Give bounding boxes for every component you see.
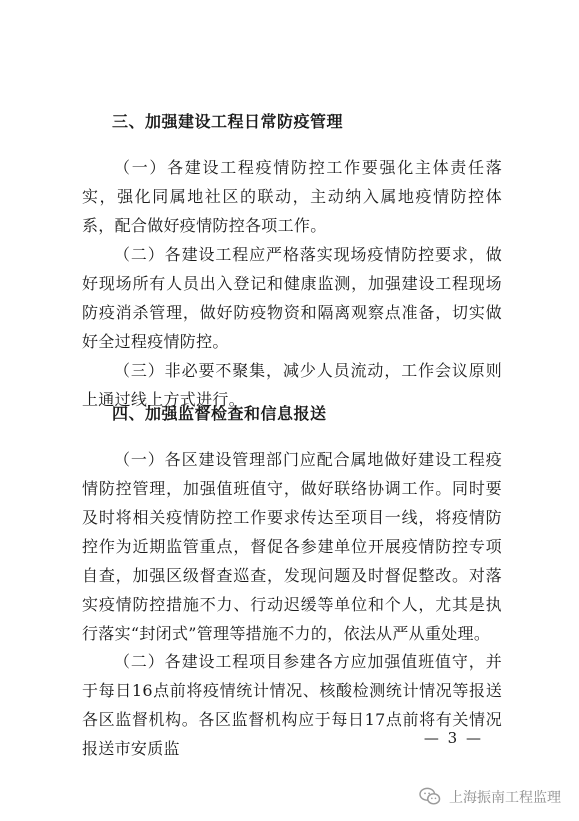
section-4-heading: 四、加强监督检查和信息报送	[112, 404, 327, 423]
section-4-paragraph-2: （二）各建设工程项目参建各方应加强值班值守，并于每日16点前将疫情统计情况、核酸检测统计情况等报送各区监督机构。各区监督机构应于每日17点前将有关情况报送市安质监	[82, 652, 502, 758]
watermark	[419, 787, 561, 807]
section-3-paragraph-2: （二）各建设工程应严格落实现场疫情防控要求，做好现场所有人员出入登记和健康监测，加强建设工程现场防疫消杀管理，做好防疫物资和隔离观察点准备，切实做好全过程疫情防控。	[82, 245, 502, 351]
watermark-text: 上海振南工程监理	[449, 790, 561, 806]
wechat-icon	[419, 787, 441, 807]
page-number: — 3 —	[423, 729, 483, 747]
section-4-paragraph-1: （一）各区建设管理部门应配合属地做好建设工程疫情防控管理，加强值班值守，做好联络协调工作。同时要及时将相关疫情防控工作要求传达至项目一线，将疫情防控作为近期监管重点，督促各参建单位开展疫情防控专项自查，加强区级督查巡查，发现问题及时督促整改。对落实疫情防控措施不力、行动迟缓等单位和个人，尤其是执行落实“封闭式”管理等措施不力的，依法从严从重处理。	[82, 450, 502, 643]
section-3-paragraph-3: （三）非必要不聚集，减少人员流动，工作会议原则上通过线上方式进行。	[82, 361, 502, 409]
section-3-heading: 三、加强建设工程日常防疫管理	[112, 112, 344, 131]
section-3-paragraph-1: （一）各建设工程疫情防控工作要强化主体责任落实，强化同属地社区的联动，主动纳入属地疫情防控体系，配合做好疫情防控各项工作。	[82, 158, 502, 235]
